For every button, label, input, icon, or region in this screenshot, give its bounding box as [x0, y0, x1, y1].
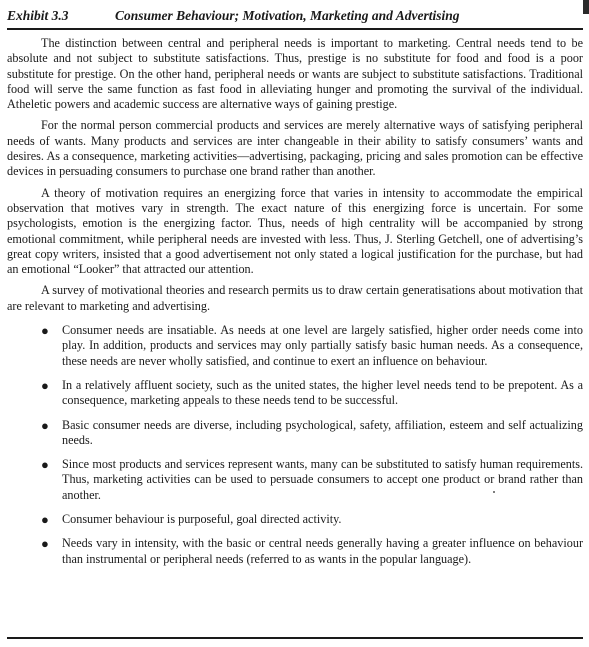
- bullet-icon: ●: [41, 323, 49, 339]
- footer-rule: [7, 637, 583, 639]
- bullet-icon: ●: [41, 417, 49, 433]
- bullet-icon: ●: [41, 512, 49, 528]
- list-item-text: Consumer behaviour is purposeful, goal directed activity.: [62, 512, 342, 527]
- scan-edge-mark: [583, 0, 589, 14]
- list-item-text: In a relatively affluent society, such as the united states, the higher level needs tend to be prepotent. As a consequence, marketing appeals to these needs tend to be successful.: [62, 377, 583, 408]
- exhibit-header: [7, 8, 583, 24]
- header-rule: [7, 28, 583, 30]
- bullet-icon: ●: [41, 457, 49, 473]
- scan-speck: [493, 491, 495, 493]
- paragraph: The distinction between central and peripheral needs is important to marketing. Central needs tend to be absolute and not subject to substitute satisfactions. Thus, prestige is no substitute for food and food is a poor substitute for prestige. On the other hand, peripheral needs or wants are subject to substitute satisfactions. Traditional food will serve the same function as fast food in alleviating hunger and promoting the survival of the individual. Atheletic powers and academic success are alternative ways of gaining prestige.: [7, 36, 583, 112]
- list-item: [7, 418, 583, 449]
- paragraph: For the normal person commercial products and services are merely alternative ways of satisfying peripheral needs of wants. Many products and services are inter changeable in their ability to satisfy consumers’ wants and desires. As a consequence, marketing activities—advertising, packaging, pricing and sales promotion can be effective devices in persuading consumers to purchase one brand rather than another.: [7, 118, 583, 179]
- paragraph: A theory of motivation requires an energizing force that varies in intensity to accommodate the empirical observation that motives vary in strength. The exact nature of this energizing force is uncertain. For some psychologists, emotion is the energizing factor. Thus, needs of high centrality will be accompanied by strong emotional commitment, while peripheral needs are invested with less. Thus, J. Sterling Getchell, one of advertising’s great copy writers, insisted that a good advertisement not only stated a logical justification for the purchase, but had an emotional “Looker” that attracted our attention.: [7, 185, 583, 277]
- list-item-text: Basic consumer needs are diverse, including psychological, safety, affiliation, esteem and self actualizing needs.: [62, 417, 583, 447]
- exhibit-title: Consumer Behaviour; Motivation, Marketing and Advertising: [115, 8, 460, 23]
- list-item: [7, 457, 583, 503]
- exhibit-body: [7, 36, 583, 576]
- list-item: [7, 536, 583, 567]
- list-item-text: Since most products and services represent wants, many can be substituted to satisfy human requirements. Thus, marketing activities can be used to persuade consumers to accept one product or brand rather than another.: [62, 457, 583, 502]
- list-item: [7, 378, 583, 409]
- list-item-text: Needs vary in intensity, with the basic or central needs generally having a greater influence on behaviour than instrumental or peripheral needs (referred to as wants in the popular language).: [62, 536, 583, 566]
- list-item: [7, 323, 583, 369]
- list-item: [7, 512, 583, 527]
- exhibit-number: Exhibit 3.3: [7, 8, 69, 23]
- list-item-text: Consumer needs are insatiable. As needs at one level are largely satisfied, higher order needs come into play. In addition, products and services may only partially satisfy basic human needs. As a consequence, these needs are never wholly satisfied, and continue to exert an influence on behaviour.: [62, 323, 583, 368]
- bullet-icon: ●: [41, 536, 49, 552]
- paragraph: A survey of motivational theories and research permits us to draw certain generatisations about motivation that are relevant to marketing and advertising.: [7, 283, 583, 313]
- generalisations-list: [7, 323, 583, 567]
- bullet-icon: ●: [41, 377, 49, 393]
